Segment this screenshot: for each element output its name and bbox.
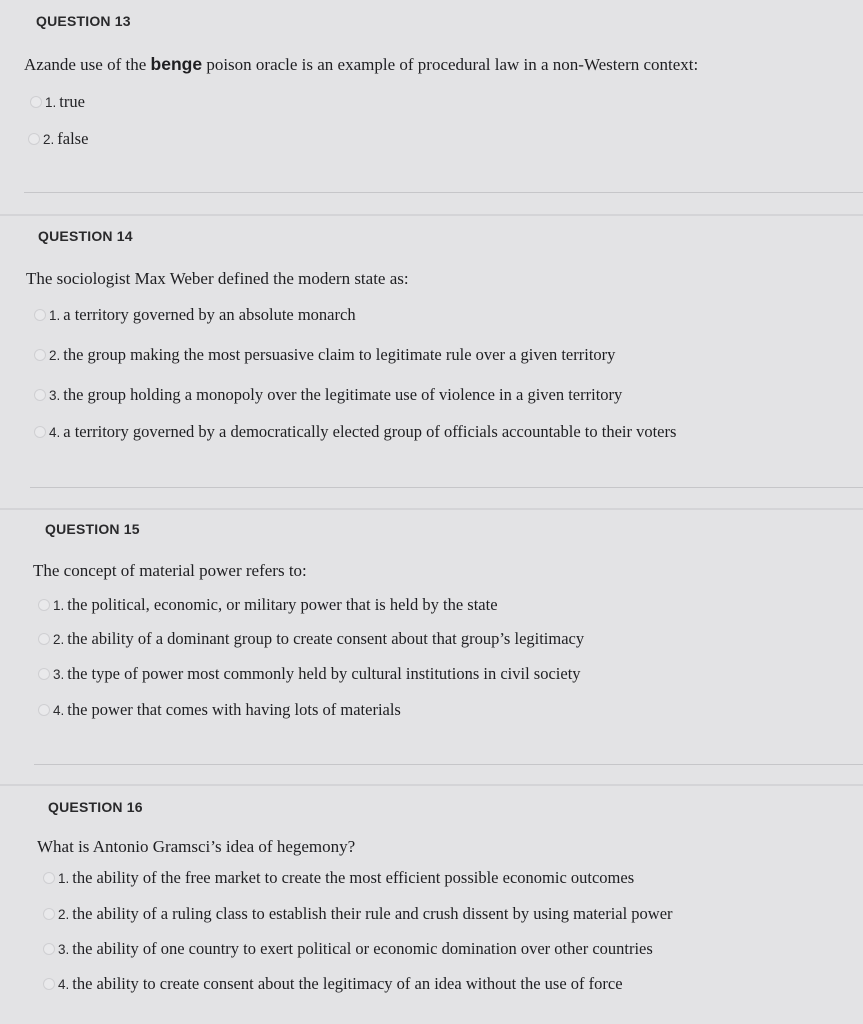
question-divider [0, 508, 863, 510]
answer-option-1[interactable] [43, 868, 634, 888]
option-label: the ability of a dominant group to create consent about that group’s legitimacy [67, 629, 585, 648]
radio-button[interactable] [43, 872, 55, 884]
answer-option-2[interactable] [34, 345, 615, 365]
separator [30, 487, 863, 488]
option-label: the ability to create consent about the legitimacy of an idea without the use of force [72, 974, 623, 993]
option-number: 2. [49, 348, 61, 363]
separator [34, 764, 863, 765]
prompt-text: poison oracle is an example of procedural law in a non-Western context: [202, 55, 699, 74]
option-number: 2. [53, 632, 65, 647]
question-prompt [24, 54, 698, 75]
radio-button[interactable] [43, 943, 55, 955]
option-number: 2. [43, 132, 55, 147]
prompt-text: Azande use of the [24, 55, 151, 74]
radio-button[interactable] [34, 309, 46, 321]
option-label: the group making the most persuasive claim to legitimate rule over a given territory [63, 345, 616, 364]
option-label: the ability of the free market to create the most efficient possible economic outcomes [72, 868, 635, 887]
option-label: true [59, 92, 85, 111]
option-label: the political, economic, or military power that is held by the state [67, 595, 498, 614]
radio-button[interactable] [34, 349, 46, 361]
option-number: 1. [49, 308, 61, 323]
option-number: 4. [58, 977, 70, 992]
radio-button[interactable] [38, 668, 50, 680]
radio-button[interactable] [38, 704, 50, 716]
option-label: the ability of a ruling class to establish their rule and crush dissent by using material power [72, 904, 673, 923]
question-prompt: The concept of material power refers to: [33, 561, 307, 580]
option-label: the power that comes with having lots of materials [67, 700, 401, 719]
question-heading: QUESTION 15 [45, 521, 140, 537]
question-divider [0, 214, 863, 216]
answer-option-3[interactable] [34, 385, 622, 405]
option-label: false [57, 129, 89, 148]
prompt-bold-term: benge [150, 54, 203, 74]
option-number: 1. [45, 95, 57, 110]
question-divider [0, 784, 863, 786]
option-label: a territory governed by an absolute monarch [63, 305, 356, 324]
radio-button[interactable] [43, 978, 55, 990]
option-label: a territory governed by a democratically elected group of officials accountable to their voters [63, 422, 677, 441]
option-number: 1. [58, 871, 70, 886]
radio-button[interactable] [30, 96, 42, 108]
question-heading: QUESTION 16 [48, 799, 143, 815]
question-heading: QUESTION 14 [38, 228, 133, 244]
option-number: 3. [58, 942, 70, 957]
answer-option-4[interactable] [34, 422, 676, 442]
radio-button[interactable] [38, 599, 50, 611]
answer-option-1[interactable] [30, 92, 85, 112]
option-label: the type of power most commonly held by cultural institutions in civil society [67, 664, 581, 683]
question-prompt: What is Antonio Gramsci’s idea of hegemony? [37, 837, 356, 856]
option-label: the ability of one country to exert political or economic domination over other countries [72, 939, 653, 958]
question-prompt: The sociologist Max Weber defined the modern state as: [26, 269, 409, 288]
answer-option-2[interactable] [38, 629, 584, 649]
answer-option-1[interactable] [38, 595, 498, 615]
option-number: 1. [53, 598, 65, 613]
answer-option-3[interactable] [43, 939, 653, 959]
answer-option-2[interactable] [43, 904, 673, 924]
option-number: 3. [53, 667, 65, 682]
separator [24, 192, 863, 193]
option-number: 3. [49, 388, 61, 403]
option-number: 2. [58, 907, 70, 922]
answer-option-4[interactable] [38, 700, 401, 720]
answer-option-3[interactable] [38, 664, 581, 684]
option-number: 4. [53, 703, 65, 718]
question-heading: QUESTION 13 [36, 13, 131, 29]
answer-option-1[interactable] [34, 305, 356, 325]
radio-button[interactable] [34, 426, 46, 438]
answer-option-4[interactable] [43, 974, 623, 994]
option-label: the group holding a monopoly over the legitimate use of violence in a given territory [63, 385, 623, 404]
radio-button[interactable] [34, 389, 46, 401]
radio-button[interactable] [43, 908, 55, 920]
radio-button[interactable] [38, 633, 50, 645]
answer-option-2[interactable] [28, 129, 88, 149]
radio-button[interactable] [28, 133, 40, 145]
option-number: 4. [49, 425, 61, 440]
